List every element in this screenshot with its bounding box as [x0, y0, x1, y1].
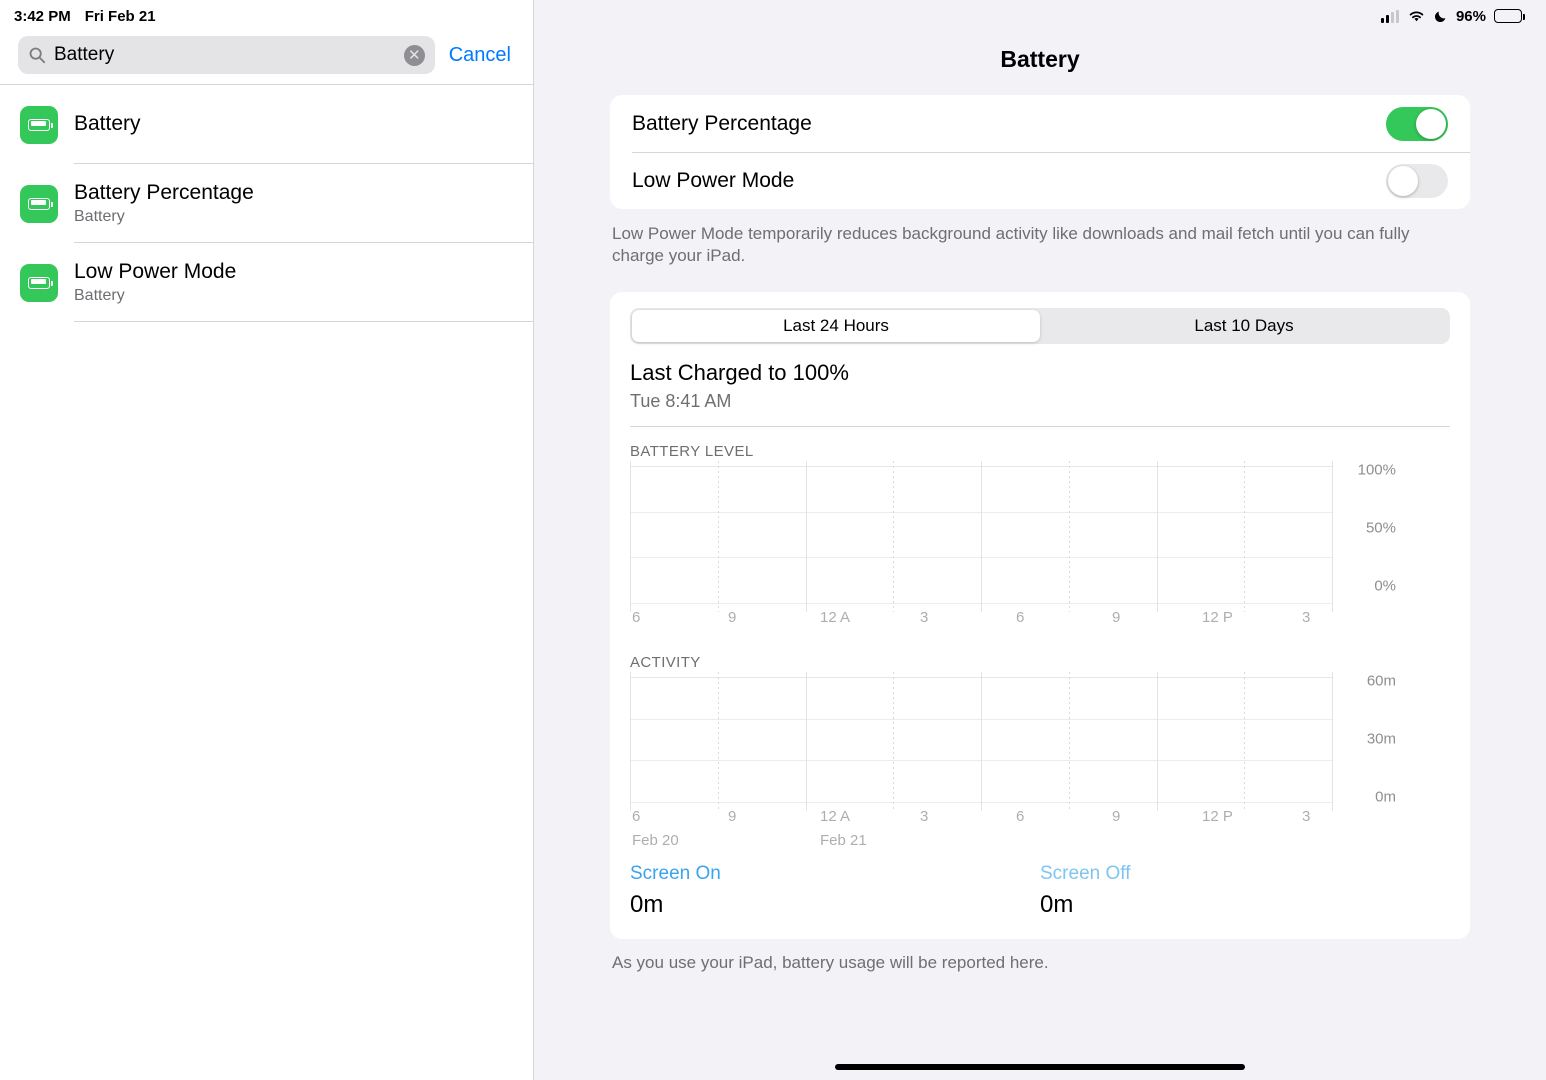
list-item-text — [74, 164, 533, 243]
x-tick: 12 P — [1202, 807, 1233, 825]
usage-bottom-note: As you use your iPad, battery usage will be reported here. — [612, 952, 1049, 972]
battery-detail-pane — [534, 0, 1546, 1080]
battery-level-chart-label: BATTERY LEVEL — [630, 442, 754, 460]
battery-level-chart — [630, 461, 1450, 638]
time-range-segmented-control[interactable] — [630, 308, 1450, 344]
battery-toggles-card — [610, 95, 1470, 209]
x-tick: 6 — [632, 807, 641, 825]
battery-percentage-row[interactable] — [610, 95, 1470, 152]
list-item-title: Low Power Mode — [74, 259, 237, 283]
sidebar-status-bar — [0, 0, 533, 32]
x-tick: 9 — [728, 807, 737, 825]
search-row — [0, 32, 533, 84]
x-tick: 9 — [728, 608, 737, 626]
y-tick: 0% — [1374, 577, 1396, 595]
x-tick: 12 A — [820, 807, 851, 825]
list-item[interactable] — [0, 85, 533, 164]
x-tick: 9 — [1112, 807, 1121, 825]
x-tick: 9 — [1112, 608, 1121, 626]
last-charged-title: Last Charged to 100% — [630, 359, 849, 385]
search-icon — [28, 46, 46, 64]
cancel-button[interactable]: Cancel — [448, 43, 511, 66]
screen-on-value: 0m — [630, 890, 664, 918]
low-power-mode-toggle[interactable] — [1386, 164, 1448, 198]
list-item-text — [74, 243, 533, 322]
x-tick: 3 — [1302, 807, 1311, 825]
screen-on-label: Screen On — [630, 862, 721, 884]
y-tick: 50% — [1365, 519, 1396, 537]
x-tick: 6 — [1016, 807, 1025, 825]
list-item[interactable] — [0, 243, 533, 322]
battery-icon — [20, 106, 58, 144]
list-item-subtitle: Battery — [74, 286, 125, 304]
home-indicator[interactable] — [835, 1064, 1245, 1070]
battery-percentage-label: Battery Percentage — [632, 111, 812, 135]
moon-icon — [1434, 9, 1448, 23]
x-tick: 3 — [1302, 608, 1311, 626]
screen-time-stats — [630, 863, 1450, 919]
low-power-mode-row[interactable] — [610, 152, 1470, 209]
low-power-mode-label: Low Power Mode — [632, 168, 795, 192]
list-item-text — [74, 85, 533, 164]
day-tick: Feb 20 — [632, 831, 679, 849]
x-tick: 3 — [920, 807, 929, 825]
y-tick: 100% — [1357, 461, 1396, 479]
day-tick: Feb 21 — [820, 831, 867, 849]
tab-last-24-hours[interactable]: Last 24 Hours — [632, 310, 1040, 342]
battery-icon — [20, 264, 58, 302]
screen-off-value: 0m — [1040, 890, 1074, 918]
status-date: Fri Feb 21 — [84, 7, 156, 25]
search-input[interactable] — [18, 36, 435, 74]
list-item-title: Battery Percentage — [74, 180, 254, 204]
y-tick: 60m — [1366, 672, 1396, 690]
x-tick: 12 A — [820, 608, 851, 626]
battery-percentage-toggle[interactable] — [1386, 107, 1448, 141]
status-time: 3:42 PM — [14, 7, 71, 25]
y-tick: 0m — [1375, 788, 1396, 806]
battery-status-icon — [1494, 9, 1522, 23]
clear-icon[interactable]: ✕ — [404, 45, 425, 66]
low-power-footnote: Low Power Mode temporarily reduces background activity like downloads and mail fetch until you can fully charge your iPad. — [612, 224, 1410, 266]
activity-chart-label: ACTIVITY — [630, 653, 701, 671]
settings-sidebar — [0, 0, 534, 1080]
status-battery-percent: 96% — [1455, 7, 1486, 25]
list-item-subtitle: Battery — [74, 207, 125, 225]
x-tick: 6 — [1016, 608, 1025, 626]
activity-chart — [630, 672, 1450, 849]
screen-off-label: Screen Off — [1040, 862, 1131, 884]
search-input-value: Battery — [54, 44, 115, 65]
screen-off-stat — [1040, 863, 1450, 919]
tab-last-10-days[interactable]: Last 10 Days — [1194, 315, 1294, 335]
battery-usage-card — [610, 292, 1470, 939]
screen-on-stat — [630, 863, 1040, 919]
list-item[interactable] — [0, 164, 533, 243]
x-tick: 6 — [632, 608, 641, 626]
battery-icon — [20, 185, 58, 223]
x-tick: 3 — [920, 608, 929, 626]
battery-level-plot-area — [630, 466, 1332, 604]
wifi-icon — [1407, 9, 1426, 23]
page-title: Battery — [1000, 46, 1080, 72]
detail-status-bar — [534, 0, 1546, 32]
x-tick: 12 P — [1202, 608, 1233, 626]
list-item-title: Battery — [74, 112, 141, 135]
y-tick: 30m — [1366, 730, 1396, 748]
activity-plot-area — [630, 677, 1332, 803]
signal-bars-icon — [1381, 10, 1399, 23]
search-results-list — [0, 84, 533, 322]
last-charged-time: Tue 8:41 AM — [630, 391, 1450, 427]
